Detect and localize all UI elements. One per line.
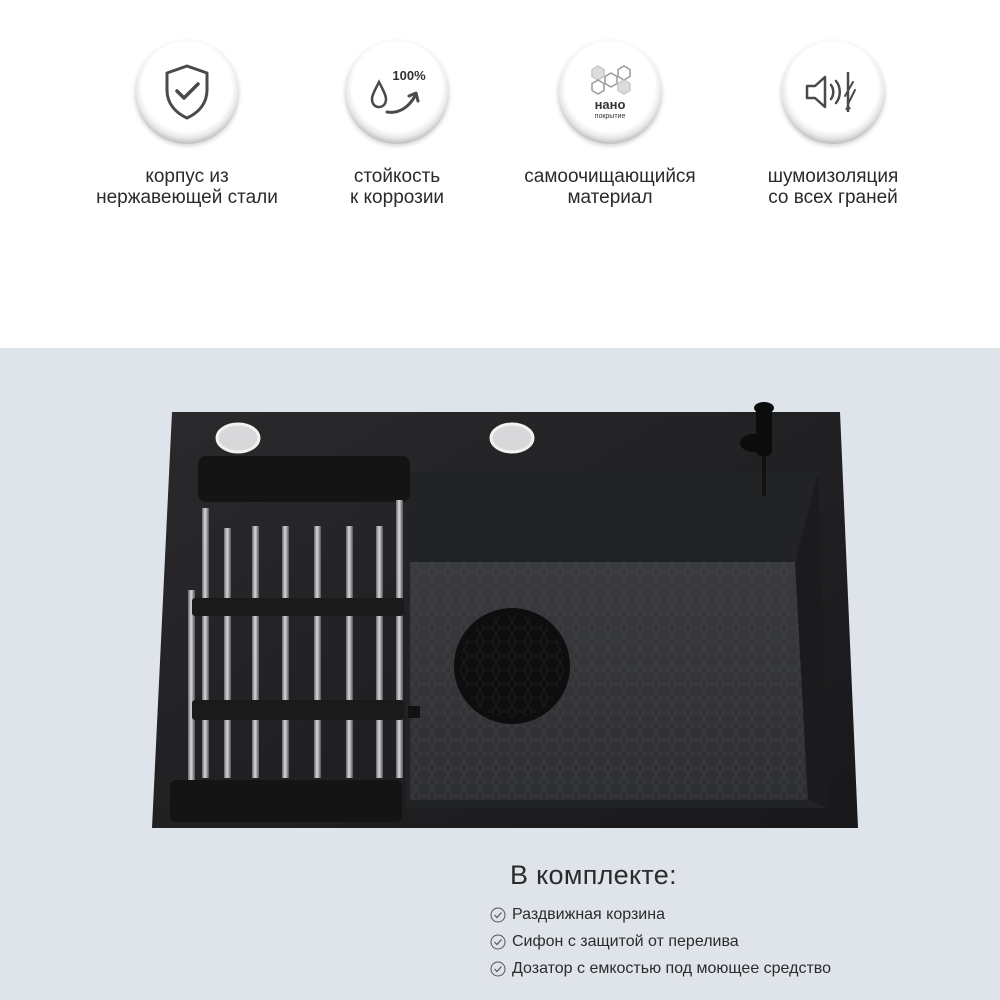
basket-crossbar [192, 598, 404, 616]
kit-item-text: Раздвижная корзина [512, 905, 665, 923]
basket-crossbar [192, 700, 404, 720]
features-section [0, 0, 1000, 348]
badge-nano-text: нано [594, 97, 626, 112]
feature-label-line1: корпус из [145, 166, 229, 187]
feature-label-line1: самоочищающийся [524, 166, 696, 187]
kit-item [490, 928, 990, 955]
kit-item-text: Сифон с защитой от перелива [512, 932, 739, 950]
feature-label [490, 166, 730, 208]
kit-title: В комплекте: [510, 860, 677, 890]
badge-stainless [135, 40, 239, 144]
badge-soundproof [781, 40, 885, 144]
shield-check-icon [147, 52, 227, 132]
check-circle-icon [490, 907, 506, 923]
basket-bottom-bar [170, 780, 402, 822]
feature-soundproof [713, 40, 953, 208]
feature-nano [490, 40, 730, 208]
badge-100-text: 100% [392, 68, 426, 83]
kit-block [490, 860, 990, 982]
water-drop-100-icon [357, 52, 437, 132]
kit-item [490, 955, 990, 982]
feature-label-line1: стойкость [353, 166, 441, 187]
feature-label-line2: со всех граней [768, 187, 898, 208]
feature-label-line2: материал [567, 187, 653, 208]
feature-label-line2: нержавеющей стали [96, 187, 278, 208]
badge-nano-subtext: покрытие [594, 113, 626, 120]
feature-stainless [67, 40, 307, 208]
basket-top-bar [198, 456, 410, 502]
nano-coating-icon [570, 52, 650, 132]
kit-item-text: Дозатор с емкостью под моющее средство [512, 959, 831, 977]
feature-label [277, 166, 517, 208]
feature-corrosion [277, 40, 517, 208]
kit-item [490, 901, 990, 928]
badge-nano [558, 40, 662, 144]
tap-hole-cap [491, 424, 533, 452]
check-circle-icon [490, 934, 506, 950]
product-section [0, 348, 1000, 1000]
speaker-soundproof-icon [793, 52, 873, 132]
tap-hole-cap [217, 424, 259, 452]
feature-label [713, 166, 953, 208]
feature-label [67, 166, 307, 208]
feature-label-line1: шумоизоляция [767, 166, 899, 187]
check-circle-icon [490, 961, 506, 977]
badge-corrosion [345, 40, 449, 144]
feature-label-line2: к коррозии [349, 187, 445, 208]
